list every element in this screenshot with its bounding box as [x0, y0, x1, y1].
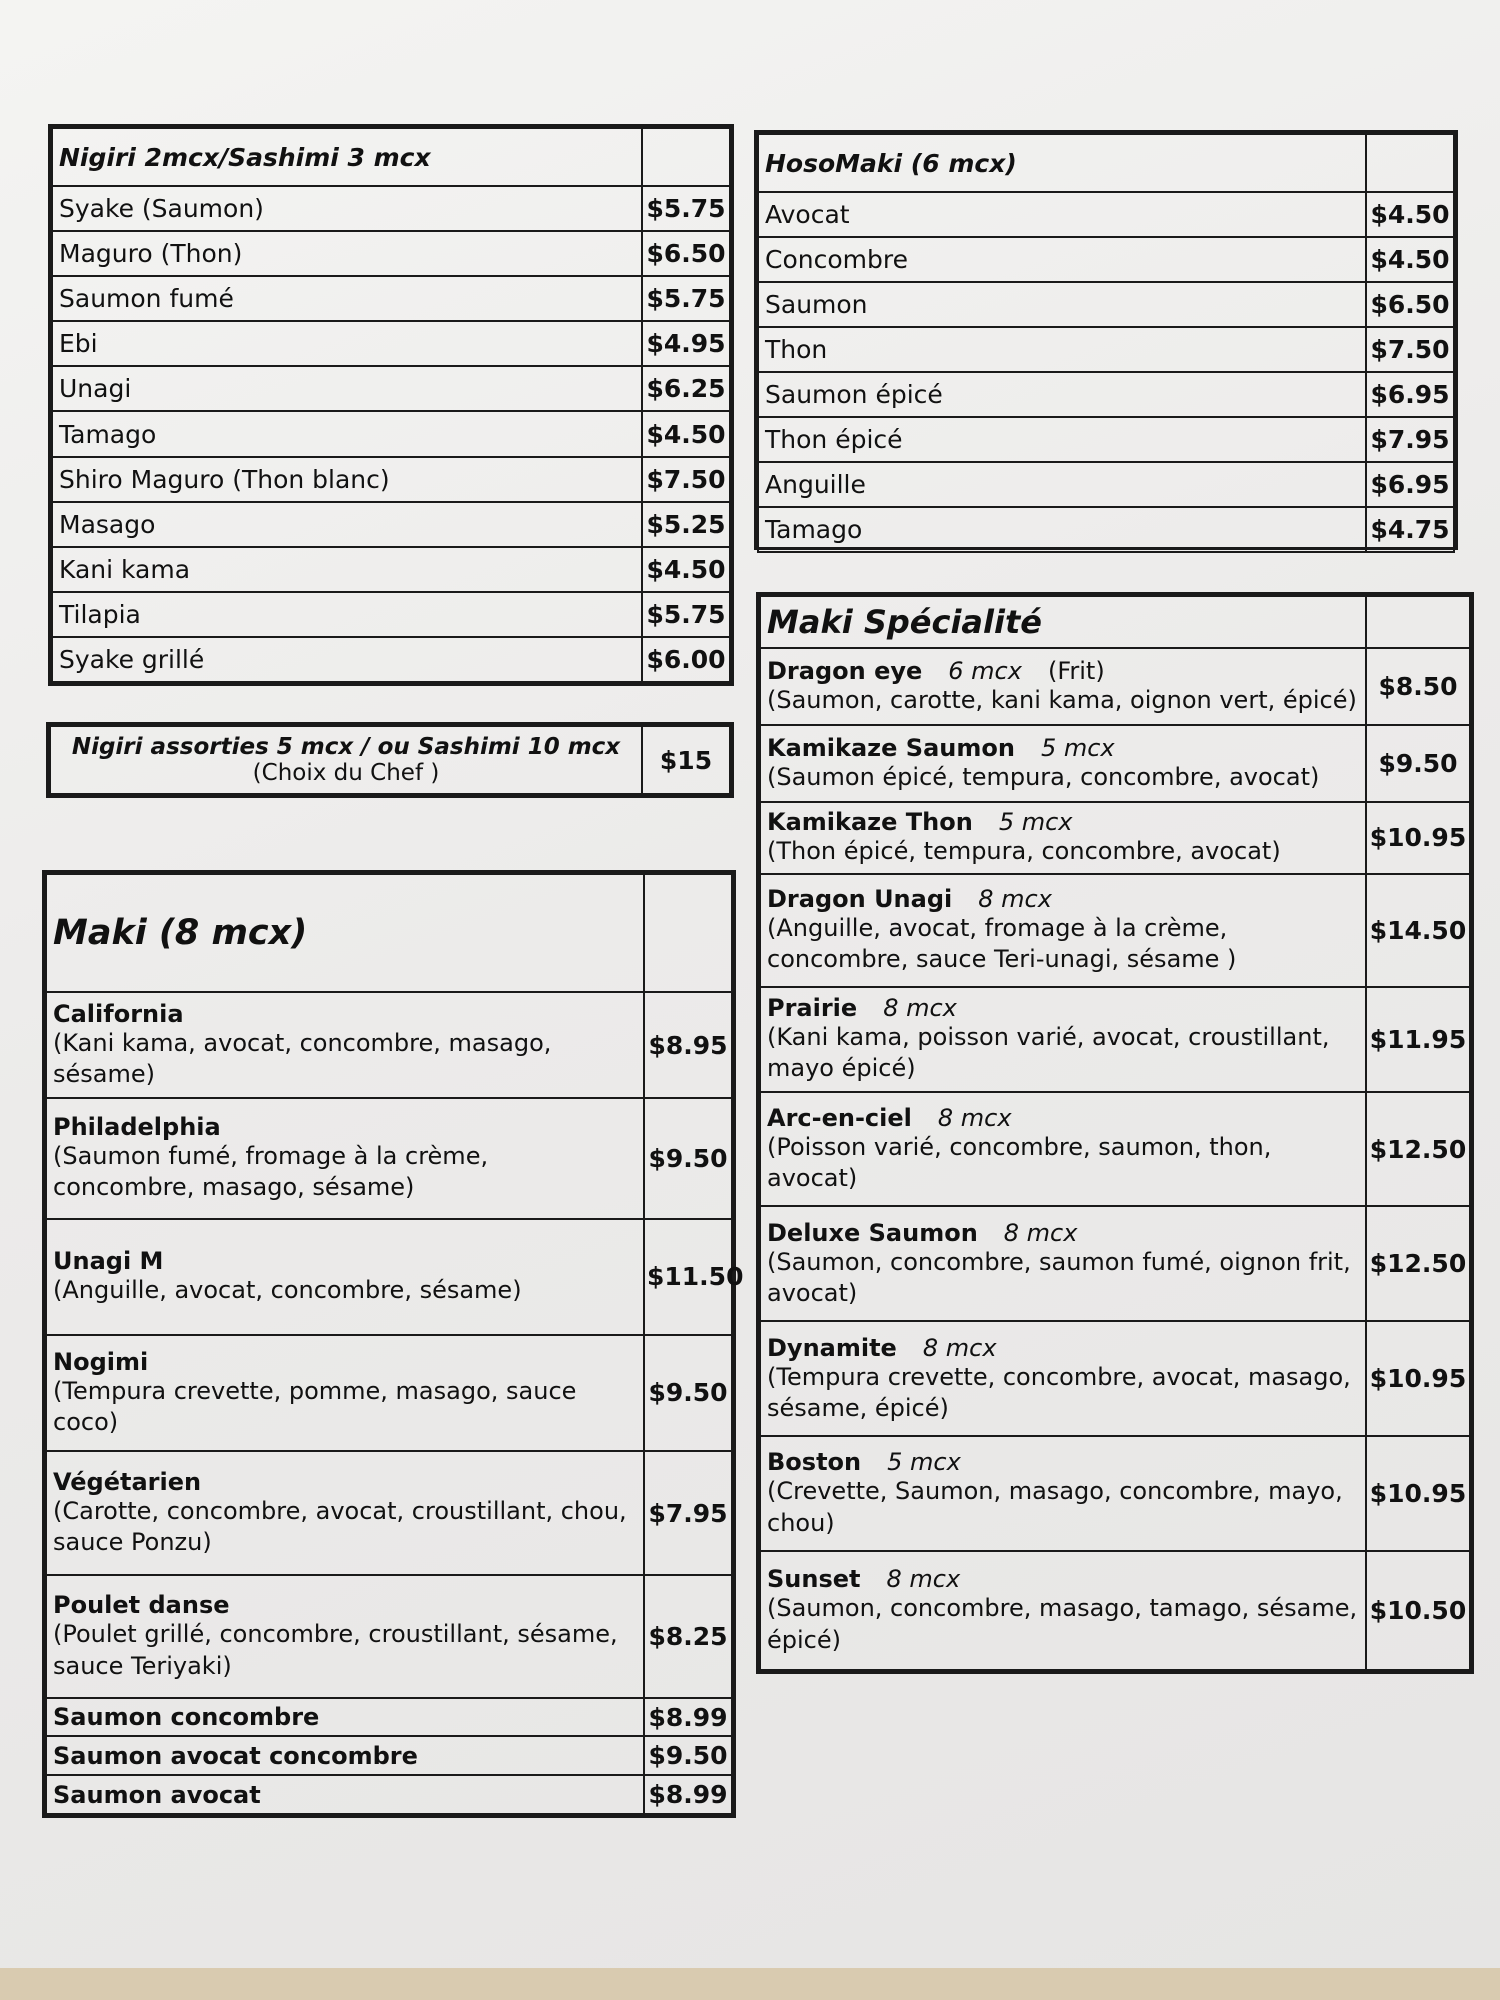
- item-name: Thon épicé: [758, 417, 1366, 462]
- item-price: $4.50: [1366, 237, 1454, 282]
- item-price: $6.95: [1366, 372, 1454, 417]
- item-price: $5.75: [642, 276, 730, 321]
- item-description: (Carotte, concombre, avocat, croustillant, chou, sauce Ponzu): [53, 1497, 627, 1557]
- item-price: $11.50: [644, 1219, 732, 1335]
- specialite-table: [759, 595, 1471, 1671]
- maki-simple_items-row: [46, 1736, 732, 1775]
- item-price: $10.95: [1366, 1436, 1470, 1551]
- item-name: California: [53, 1000, 184, 1029]
- assortie-price: $15: [642, 726, 730, 794]
- maki-simple_items-row: [46, 1775, 732, 1814]
- nigiri-items-row: [52, 321, 730, 366]
- item-description: (Thon épicé, tempura, concombre, avocat): [767, 837, 1281, 866]
- item-quantity: 8 mcx: [937, 1103, 1012, 1132]
- item-name: Tamago: [52, 411, 642, 456]
- assortie-section: [46, 722, 734, 798]
- specialite-items-row: [760, 802, 1470, 875]
- item-description: (Anguille, avocat, fromage à la crème, concombre, sauce Teri-unagi, sésame ): [767, 914, 1237, 974]
- item-price: $7.50: [642, 457, 730, 502]
- nigiri-title: Nigiri 2mcx/Sashimi 3 mcx: [52, 128, 642, 186]
- specialite-items-row: [760, 1436, 1470, 1551]
- specialite-items-row: [760, 874, 1470, 987]
- nigiri-items-row: [52, 276, 730, 321]
- item-description: (Kani kama, avocat, concombre, masago, sésame): [53, 1029, 552, 1089]
- item-price: $7.50: [1366, 327, 1454, 372]
- item-description: (Saumon épicé, tempura, concombre, avocat): [767, 762, 1320, 791]
- item-price: $8.99: [644, 1698, 732, 1737]
- specialite-items-row: [760, 1551, 1470, 1670]
- item-name: Philadelphia: [53, 1113, 221, 1142]
- item-description: (Saumon fumé, fromage à la crème, concombre, masago, sésame): [53, 1142, 489, 1202]
- item-name: Arc-en-ciel: [767, 1103, 912, 1132]
- item-name: Unagi M: [53, 1247, 164, 1276]
- item-name: Saumon avocat concombre: [46, 1736, 644, 1775]
- hosomaki-header-row: [758, 134, 1454, 192]
- specialite-items-row: [760, 1321, 1470, 1436]
- item-price: $10.95: [1366, 802, 1470, 875]
- nigiri-header-row: [52, 128, 730, 186]
- assortie-subtitle: (Choix du Chef ): [252, 760, 440, 786]
- item-quantity: 8 mcx: [1003, 1218, 1078, 1247]
- item-price: $4.75: [1366, 507, 1454, 552]
- item-name: Saumon fumé: [52, 276, 642, 321]
- nigiri-items-row: [52, 502, 730, 547]
- item-price: $12.50: [1366, 1092, 1470, 1207]
- item-price: $8.95: [644, 992, 732, 1098]
- maki-items-row: [46, 1451, 732, 1575]
- item-price: $7.95: [644, 1451, 732, 1575]
- specialite-title: Maki Spécialité: [760, 596, 1366, 648]
- item-price: $6.00: [642, 637, 730, 682]
- specialite-items-row: [760, 1092, 1470, 1207]
- nigiri-items-row: [52, 411, 730, 456]
- item-price: $6.95: [1366, 462, 1454, 507]
- item-name: Shiro Maguro (Thon blanc): [52, 457, 642, 502]
- maki-header-row: [46, 874, 732, 992]
- item-price: $8.99: [644, 1775, 732, 1814]
- item-name: Prairie: [767, 994, 858, 1023]
- item-price: $14.50: [1366, 874, 1470, 987]
- hosomaki-table: [757, 133, 1455, 553]
- item-description: (Anguille, avocat, concombre, sésame): [53, 1276, 522, 1305]
- maki-title: Maki (8 mcx): [46, 874, 644, 992]
- item-description: (Crevette, Saumon, masago, concombre, mayo, chou): [767, 1477, 1343, 1537]
- item-price: $9.50: [644, 1098, 732, 1218]
- item-quantity: 8 mcx: [886, 1565, 961, 1594]
- item-name: Deluxe Saumon: [767, 1218, 978, 1247]
- item-description: (Tempura crevette, concombre, avocat, masago, sésame, épicé): [767, 1362, 1351, 1422]
- specialite-items-row: [760, 725, 1470, 802]
- item-description: (Tempura crevette, pomme, masago, sauce coco): [53, 1376, 577, 1436]
- item-name: Tilapia: [52, 592, 642, 637]
- item-name: Dynamite: [767, 1333, 897, 1362]
- item-name: Sunset: [767, 1565, 861, 1594]
- item-price: $4.50: [642, 547, 730, 592]
- item-price: $8.50: [1366, 648, 1470, 725]
- item-name: Boston: [767, 1448, 862, 1477]
- item-price: $7.95: [1366, 417, 1454, 462]
- item-description: (Poisson varié, concombre, saumon, thon, avocat): [767, 1132, 1272, 1193]
- nigiri-items-row: [52, 637, 730, 682]
- item-price: $6.50: [1366, 282, 1454, 327]
- maki-items-row: [46, 1219, 732, 1335]
- nigiri-table: [51, 127, 731, 683]
- maki-items-row: [46, 992, 732, 1098]
- nigiri-items-row: [52, 457, 730, 502]
- nigiri-items-row: [52, 231, 730, 276]
- item-price: $5.75: [642, 186, 730, 231]
- hosomaki-items-row: [758, 417, 1454, 462]
- hosomaki-items-row: [758, 372, 1454, 417]
- hosomaki-items-row: [758, 282, 1454, 327]
- item-quantity: 8 mcx: [883, 994, 957, 1023]
- item-price: $6.25: [642, 366, 730, 411]
- item-price: $4.95: [642, 321, 730, 366]
- item-description: (Saumon, concombre, saumon fumé, oignon frit, avocat): [767, 1247, 1351, 1307]
- item-note: (Frit): [1047, 657, 1105, 686]
- item-name: Saumon avocat: [46, 1775, 644, 1814]
- assortie-title: Nigiri assorties 5 mcx / ou Sashimi 10 mcx: [71, 734, 621, 760]
- nigiri-items-row: [52, 592, 730, 637]
- item-price: $8.25: [644, 1575, 732, 1697]
- maki-section: [42, 870, 744, 1818]
- item-name: Saumon concombre: [46, 1698, 644, 1737]
- item-name: Masago: [52, 502, 642, 547]
- item-price: $10.95: [1366, 1321, 1470, 1436]
- item-price: $9.50: [1366, 725, 1470, 802]
- item-name: Végétarien: [53, 1468, 202, 1496]
- item-name: Kamikaze Thon: [767, 808, 973, 837]
- item-name: Avocat: [758, 192, 1366, 237]
- item-name: Tamago: [758, 507, 1366, 552]
- item-price: $9.50: [644, 1736, 732, 1775]
- item-price: $5.75: [642, 592, 730, 637]
- hosomaki-title: HosoMaki (6 mcx): [758, 134, 1366, 192]
- item-name: Syake (Saumon): [52, 186, 642, 231]
- item-price: $4.50: [642, 411, 730, 456]
- item-name: Kamikaze Saumon: [767, 733, 1015, 762]
- hosomaki-items-row: [758, 507, 1454, 552]
- item-price: $10.50: [1366, 1551, 1470, 1670]
- maki-table: [45, 873, 744, 1815]
- hosomaki-items-row: [758, 462, 1454, 507]
- item-name: Nogimi: [53, 1347, 149, 1376]
- item-name: Kani kama: [52, 547, 642, 592]
- hosomaki-section: [754, 130, 1458, 550]
- item-name: Thon: [758, 327, 1366, 372]
- item-description: (Kani kama, poisson varié, avocat, croustillant, mayo épicé): [767, 1023, 1330, 1083]
- nigiri-items-row: [52, 186, 730, 231]
- specialite-items-row: [760, 987, 1470, 1092]
- item-price: $11.95: [1366, 987, 1470, 1092]
- item-description: (Saumon, carotte, kani kama, oignon vert, épicé): [767, 686, 1357, 715]
- maki-items-row: [46, 1335, 732, 1451]
- item-name: Dragon Unagi: [767, 885, 953, 914]
- item-price: $4.50: [1366, 192, 1454, 237]
- specialite-section: [756, 592, 1474, 1674]
- item-price: $6.50: [642, 231, 730, 276]
- item-quantity: 6 mcx: [948, 657, 1022, 686]
- item-name: Syake grillé: [52, 637, 642, 682]
- item-name: Ebi: [52, 321, 642, 366]
- item-quantity: 5 mcx: [1040, 733, 1115, 762]
- hosomaki-items-row: [758, 192, 1454, 237]
- item-description: (Saumon, concombre, masago, tamago, sésame, épicé): [767, 1594, 1358, 1654]
- item-quantity: 8 mcx: [922, 1333, 997, 1362]
- hosomaki-items-row: [758, 237, 1454, 282]
- item-description: (Poulet grillé, concombre, croustillant, sésame, sauce Teriyaki): [53, 1620, 618, 1680]
- nigiri-items-row: [52, 547, 730, 592]
- item-name: Unagi: [52, 366, 642, 411]
- item-price: $9.50: [644, 1335, 732, 1451]
- assortie-table: [49, 725, 731, 795]
- specialite-items-row: [760, 648, 1470, 725]
- item-quantity: 5 mcx: [998, 808, 1073, 837]
- hosomaki-items-row: [758, 327, 1454, 372]
- nigiri-items-row: [52, 366, 730, 411]
- item-name: Concombre: [758, 237, 1366, 282]
- item-quantity: 5 mcx: [887, 1448, 961, 1477]
- item-name: Anguille: [758, 462, 1366, 507]
- specialite-items-row: [760, 1206, 1470, 1321]
- item-quantity: 8 mcx: [978, 885, 1052, 914]
- item-price: $5.25: [642, 502, 730, 547]
- item-price: $12.50: [1366, 1206, 1470, 1321]
- item-name: Saumon: [758, 282, 1366, 327]
- item-name: Dragon eye: [767, 657, 923, 686]
- nigiri-section: [48, 124, 734, 686]
- item-name: Saumon épicé: [758, 372, 1366, 417]
- maki-simple_items-row: [46, 1698, 732, 1737]
- item-name: Maguro (Thon): [52, 231, 642, 276]
- item-name: Poulet danse: [53, 1591, 230, 1620]
- maki-items-row: [46, 1098, 732, 1218]
- maki-items-row: [46, 1575, 732, 1697]
- specialite-header-row: [760, 596, 1470, 648]
